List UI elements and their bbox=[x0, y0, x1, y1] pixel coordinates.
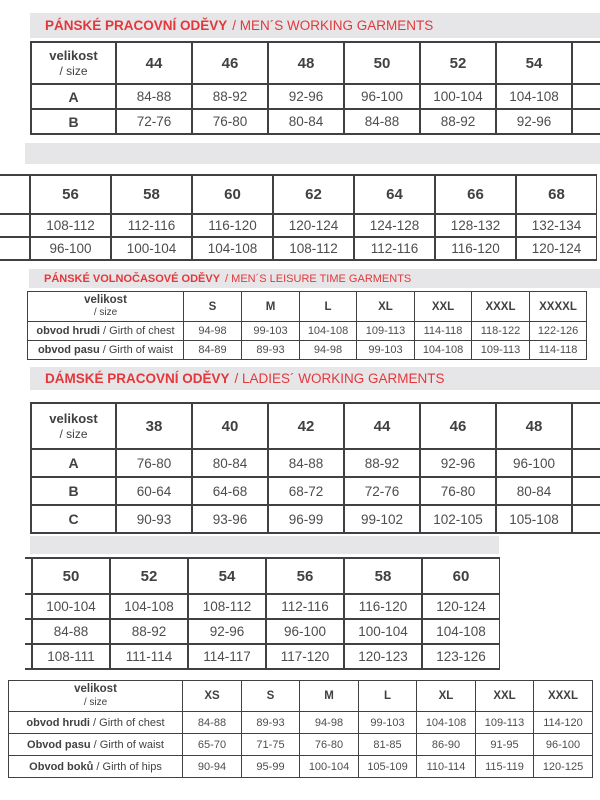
size-column-header: S bbox=[242, 681, 300, 712]
row-label-cell bbox=[31, 84, 116, 109]
value-cell: 100-104 bbox=[300, 756, 359, 778]
size-column-header: XXXXL bbox=[530, 292, 587, 322]
value-cell: 104-108 bbox=[300, 322, 357, 341]
row-label-main: Obvod boků bbox=[29, 760, 94, 773]
table-ladies-working-sizes-50-60 bbox=[25, 557, 500, 670]
size-corner-cell bbox=[9, 681, 183, 712]
size-column-header: 54 bbox=[496, 42, 572, 84]
size-column-header: 52 bbox=[420, 42, 496, 84]
size-corner-cell bbox=[31, 403, 116, 449]
value-cell: 128-132 bbox=[435, 214, 516, 237]
row-label-cell bbox=[31, 477, 116, 505]
clipped-label-cell bbox=[25, 644, 32, 669]
value-cell: 76-80 bbox=[300, 734, 359, 756]
row-label-cell bbox=[9, 734, 183, 756]
value-cell: 116-120 bbox=[435, 237, 516, 260]
table-ladies-letter-sizes bbox=[8, 680, 593, 778]
value-cell: 120-124 bbox=[422, 594, 500, 619]
row-label-main: Obvod pasu bbox=[27, 738, 91, 751]
table-row bbox=[31, 84, 600, 109]
clipped-label-cell bbox=[0, 214, 30, 237]
table-row bbox=[0, 214, 597, 237]
value-cell: 72-76 bbox=[116, 109, 192, 134]
value-cell: 81-85 bbox=[359, 734, 417, 756]
section-title-czech: PÁNSKÉ PRACOVNÍ ODĚVY bbox=[45, 18, 228, 33]
value-cell: 86-90 bbox=[417, 734, 476, 756]
value-cell: 105-109 bbox=[359, 756, 417, 778]
row-label-cell bbox=[31, 449, 116, 477]
table-row bbox=[31, 449, 600, 477]
value-cell: 84-89 bbox=[184, 341, 242, 360]
value-cell: 116-120 bbox=[344, 594, 422, 619]
row-label-cell bbox=[28, 341, 184, 360]
table-row bbox=[25, 619, 500, 644]
value-cell: 114-120 bbox=[534, 712, 593, 734]
clipped-column-header bbox=[572, 42, 600, 84]
value-cell: 117-120 bbox=[266, 644, 344, 669]
table-row bbox=[9, 756, 593, 778]
value-cell: 108-112 bbox=[188, 594, 266, 619]
size-column-header: 66 bbox=[435, 175, 516, 214]
size-column-header: 58 bbox=[111, 175, 192, 214]
clipped-label-cell bbox=[25, 594, 32, 619]
corner-label-line2: / size bbox=[83, 696, 108, 708]
size-column-header: 46 bbox=[192, 42, 268, 84]
section-header-mens-working bbox=[30, 13, 600, 38]
value-cell: 68-72 bbox=[268, 477, 344, 505]
value-cell: 90-94 bbox=[183, 756, 242, 778]
size-table bbox=[30, 41, 600, 135]
size-column-header: 56 bbox=[30, 175, 111, 214]
clipped-value-cell bbox=[572, 449, 600, 477]
size-corner-cell bbox=[28, 292, 184, 322]
value-cell: 104-108 bbox=[192, 237, 273, 260]
header-row bbox=[31, 42, 600, 84]
value-cell: 88-92 bbox=[420, 109, 496, 134]
size-column-header: XXXL bbox=[472, 292, 530, 322]
table-row bbox=[9, 734, 593, 756]
clipped-corner-cell bbox=[25, 558, 32, 594]
value-cell: 114-118 bbox=[530, 341, 587, 360]
value-cell: 120-124 bbox=[516, 237, 597, 260]
table-row bbox=[31, 477, 600, 505]
value-cell: 124-128 bbox=[354, 214, 435, 237]
size-table bbox=[0, 174, 597, 261]
size-column-header: S bbox=[184, 292, 242, 322]
value-cell: 94-98 bbox=[184, 322, 242, 341]
row-label-cell bbox=[28, 322, 184, 341]
value-cell: 104-108 bbox=[415, 341, 472, 360]
value-cell: 96-99 bbox=[268, 505, 344, 533]
section-title-english: / MEN´S WORKING GARMENTS bbox=[232, 18, 434, 33]
value-cell: 99-103 bbox=[359, 712, 417, 734]
value-cell: 76-80 bbox=[116, 449, 192, 477]
value-cell: 99-103 bbox=[242, 322, 300, 341]
row-label-sub: / Girth of waist bbox=[99, 344, 174, 356]
value-cell: 132-134 bbox=[516, 214, 597, 237]
table-row bbox=[25, 644, 500, 669]
value-cell: 76-80 bbox=[420, 477, 496, 505]
table-row bbox=[25, 594, 500, 619]
value-cell: 120-124 bbox=[273, 214, 354, 237]
value-cell: 88-92 bbox=[192, 84, 268, 109]
value-cell: 114-118 bbox=[415, 322, 472, 341]
value-cell: 94-98 bbox=[300, 712, 359, 734]
value-cell: 109-113 bbox=[357, 322, 415, 341]
section-header-ladies-working bbox=[30, 367, 600, 390]
value-cell: 80-84 bbox=[496, 477, 572, 505]
value-cell: 118-122 bbox=[472, 322, 530, 341]
size-column-header: M bbox=[300, 681, 359, 712]
table-row bbox=[9, 712, 593, 734]
size-column-header: M bbox=[242, 292, 300, 322]
size-column-header: 58 bbox=[344, 558, 422, 594]
row-label-sub: / Girth of hips bbox=[93, 760, 162, 773]
value-cell: 123-126 bbox=[422, 644, 500, 669]
value-cell: 112-116 bbox=[266, 594, 344, 619]
table-row bbox=[28, 322, 587, 341]
gray-strip-ladies-working-continued bbox=[30, 536, 499, 554]
value-cell: 112-116 bbox=[354, 237, 435, 260]
gray-strip-mens-working-continued bbox=[25, 143, 600, 164]
table-row bbox=[31, 109, 600, 134]
value-cell: 84-88 bbox=[32, 619, 110, 644]
size-column-header: 60 bbox=[422, 558, 500, 594]
size-table bbox=[27, 291, 587, 360]
size-column-header: XS bbox=[183, 681, 242, 712]
value-cell: 122-126 bbox=[530, 322, 587, 341]
header-row bbox=[25, 558, 500, 594]
value-cell: 105-108 bbox=[496, 505, 572, 533]
value-cell: 80-84 bbox=[268, 109, 344, 134]
value-cell: 93-96 bbox=[192, 505, 268, 533]
clipped-value-cell bbox=[572, 84, 600, 109]
header-row bbox=[28, 292, 587, 322]
size-column-header: XXL bbox=[415, 292, 472, 322]
value-cell: 109-113 bbox=[476, 712, 534, 734]
value-cell: 120-123 bbox=[344, 644, 422, 669]
row-label-main: B bbox=[68, 113, 79, 130]
clipped-label-cell bbox=[25, 619, 32, 644]
value-cell: 108-111 bbox=[32, 644, 110, 669]
section-title-czech: PÁNSKÉ VOLNOČASOVÉ ODĚVY bbox=[44, 272, 221, 285]
value-cell: 96-100 bbox=[30, 237, 111, 260]
size-column-header: 52 bbox=[110, 558, 188, 594]
value-cell: 108-112 bbox=[273, 237, 354, 260]
size-column-header: 40 bbox=[192, 403, 268, 449]
size-column-header: 44 bbox=[344, 403, 420, 449]
value-cell: 88-92 bbox=[344, 449, 420, 477]
value-cell: 114-117 bbox=[188, 644, 266, 669]
value-cell: 91-95 bbox=[476, 734, 534, 756]
clipped-value-cell bbox=[572, 505, 600, 533]
header-row bbox=[9, 681, 593, 712]
size-column-header: 60 bbox=[192, 175, 273, 214]
row-label-sub: / Girth of chest bbox=[89, 716, 165, 729]
size-column-header: XXL bbox=[476, 681, 534, 712]
corner-label-line1: velikost bbox=[49, 411, 98, 426]
value-cell: 108-112 bbox=[30, 214, 111, 237]
clipped-value-cell bbox=[572, 477, 600, 505]
value-cell: 64-68 bbox=[192, 477, 268, 505]
value-cell: 92-96 bbox=[496, 109, 572, 134]
value-cell: 104-108 bbox=[417, 712, 476, 734]
row-label-main: A bbox=[68, 88, 79, 105]
corner-label-line1: velikost bbox=[74, 683, 117, 696]
value-cell: 112-116 bbox=[111, 214, 192, 237]
value-cell: 99-103 bbox=[357, 341, 415, 360]
corner-label-line2: / size bbox=[59, 63, 88, 78]
value-cell: 116-120 bbox=[192, 214, 273, 237]
value-cell: 115-119 bbox=[476, 756, 534, 778]
value-cell: 100-104 bbox=[111, 237, 192, 260]
value-cell: 96-100 bbox=[344, 84, 420, 109]
row-label-main: C bbox=[68, 511, 79, 527]
section-title-english: / LADIES´ WORKING GARMENTS bbox=[234, 371, 445, 386]
size-column-header: 54 bbox=[188, 558, 266, 594]
value-cell: 100-104 bbox=[420, 84, 496, 109]
corner-label-line1: velikost bbox=[49, 48, 98, 63]
table-mens-working-sizes-44-54 bbox=[30, 41, 600, 135]
size-table bbox=[25, 557, 500, 670]
row-label-sub: / Girth of chest bbox=[99, 325, 175, 337]
value-cell: 84-88 bbox=[116, 84, 192, 109]
value-cell: 76-80 bbox=[192, 109, 268, 134]
row-label-main: obvod hrudi bbox=[26, 716, 90, 729]
value-cell: 104-108 bbox=[496, 84, 572, 109]
clipped-label-cell bbox=[0, 237, 30, 260]
value-cell: 96-100 bbox=[266, 619, 344, 644]
size-column-header: 48 bbox=[496, 403, 572, 449]
row-label-cell bbox=[31, 109, 116, 134]
row-label-main: B bbox=[68, 483, 79, 499]
value-cell: 100-104 bbox=[344, 619, 422, 644]
table-row bbox=[28, 341, 587, 360]
section-header-mens-leisure bbox=[29, 269, 600, 288]
value-cell: 90-93 bbox=[116, 505, 192, 533]
size-column-header: 64 bbox=[354, 175, 435, 214]
size-column-header: 68 bbox=[516, 175, 597, 214]
corner-label-line1: velikost bbox=[84, 293, 127, 306]
clipped-column-header bbox=[572, 403, 600, 449]
size-corner-cell bbox=[31, 42, 116, 84]
size-column-header: 48 bbox=[268, 42, 344, 84]
row-label-cell bbox=[31, 505, 116, 533]
value-cell: 65-70 bbox=[183, 734, 242, 756]
size-column-header: 50 bbox=[32, 558, 110, 594]
value-cell: 92-96 bbox=[420, 449, 496, 477]
size-table bbox=[30, 402, 600, 534]
value-cell: 96-100 bbox=[534, 734, 593, 756]
size-column-header: XXXL bbox=[534, 681, 593, 712]
header-row bbox=[0, 175, 597, 214]
size-column-header: L bbox=[300, 292, 357, 322]
size-column-header: XL bbox=[417, 681, 476, 712]
table-row bbox=[0, 237, 597, 260]
value-cell: 60-64 bbox=[116, 477, 192, 505]
value-cell: 100-104 bbox=[32, 594, 110, 619]
value-cell: 89-93 bbox=[242, 341, 300, 360]
clipped-value-cell bbox=[572, 109, 600, 134]
size-column-header: 46 bbox=[420, 403, 496, 449]
table-mens-working-sizes-56-68 bbox=[0, 174, 597, 261]
size-column-header: 42 bbox=[268, 403, 344, 449]
table-ladies-working-sizes-38-48 bbox=[30, 402, 600, 534]
section-title-czech: DÁMSKÉ PRACOVNÍ ODĚVY bbox=[45, 371, 230, 386]
value-cell: 92-96 bbox=[268, 84, 344, 109]
clipped-corner-cell bbox=[0, 175, 30, 214]
table-row bbox=[31, 505, 600, 533]
value-cell: 80-84 bbox=[192, 449, 268, 477]
value-cell: 94-98 bbox=[300, 341, 357, 360]
corner-label-line2: / size bbox=[93, 307, 118, 319]
row-label-sub: / Girth of waist bbox=[90, 738, 164, 751]
size-column-header: 38 bbox=[116, 403, 192, 449]
size-column-header: 56 bbox=[266, 558, 344, 594]
value-cell: 88-92 bbox=[110, 619, 188, 644]
value-cell: 104-108 bbox=[422, 619, 500, 644]
value-cell: 104-108 bbox=[110, 594, 188, 619]
size-column-header: XL bbox=[357, 292, 415, 322]
size-column-header: L bbox=[359, 681, 417, 712]
row-label-cell bbox=[9, 756, 183, 778]
value-cell: 72-76 bbox=[344, 477, 420, 505]
value-cell: 109-113 bbox=[472, 341, 530, 360]
size-table bbox=[8, 680, 593, 778]
row-label-main: A bbox=[68, 455, 79, 471]
value-cell: 71-75 bbox=[242, 734, 300, 756]
size-column-header: 50 bbox=[344, 42, 420, 84]
value-cell: 89-93 bbox=[242, 712, 300, 734]
value-cell: 102-105 bbox=[420, 505, 496, 533]
row-label-main: obvod pasu bbox=[37, 344, 100, 356]
size-column-header: 44 bbox=[116, 42, 192, 84]
value-cell: 84-88 bbox=[183, 712, 242, 734]
value-cell: 111-114 bbox=[110, 644, 188, 669]
section-title-english: / MEN´S LEISURE TIME GARMENTS bbox=[225, 272, 412, 285]
value-cell: 110-114 bbox=[417, 756, 476, 778]
size-column-header: 62 bbox=[273, 175, 354, 214]
row-label-cell bbox=[9, 712, 183, 734]
row-label-main: obvod hrudi bbox=[36, 325, 100, 337]
value-cell: 95-99 bbox=[242, 756, 300, 778]
value-cell: 96-100 bbox=[496, 449, 572, 477]
value-cell: 84-88 bbox=[268, 449, 344, 477]
value-cell: 84-88 bbox=[344, 109, 420, 134]
corner-label-line2: / size bbox=[59, 426, 88, 441]
value-cell: 120-125 bbox=[534, 756, 593, 778]
table-mens-leisure-sizes bbox=[27, 291, 587, 360]
value-cell: 92-96 bbox=[188, 619, 266, 644]
header-row bbox=[31, 403, 600, 449]
value-cell: 99-102 bbox=[344, 505, 420, 533]
